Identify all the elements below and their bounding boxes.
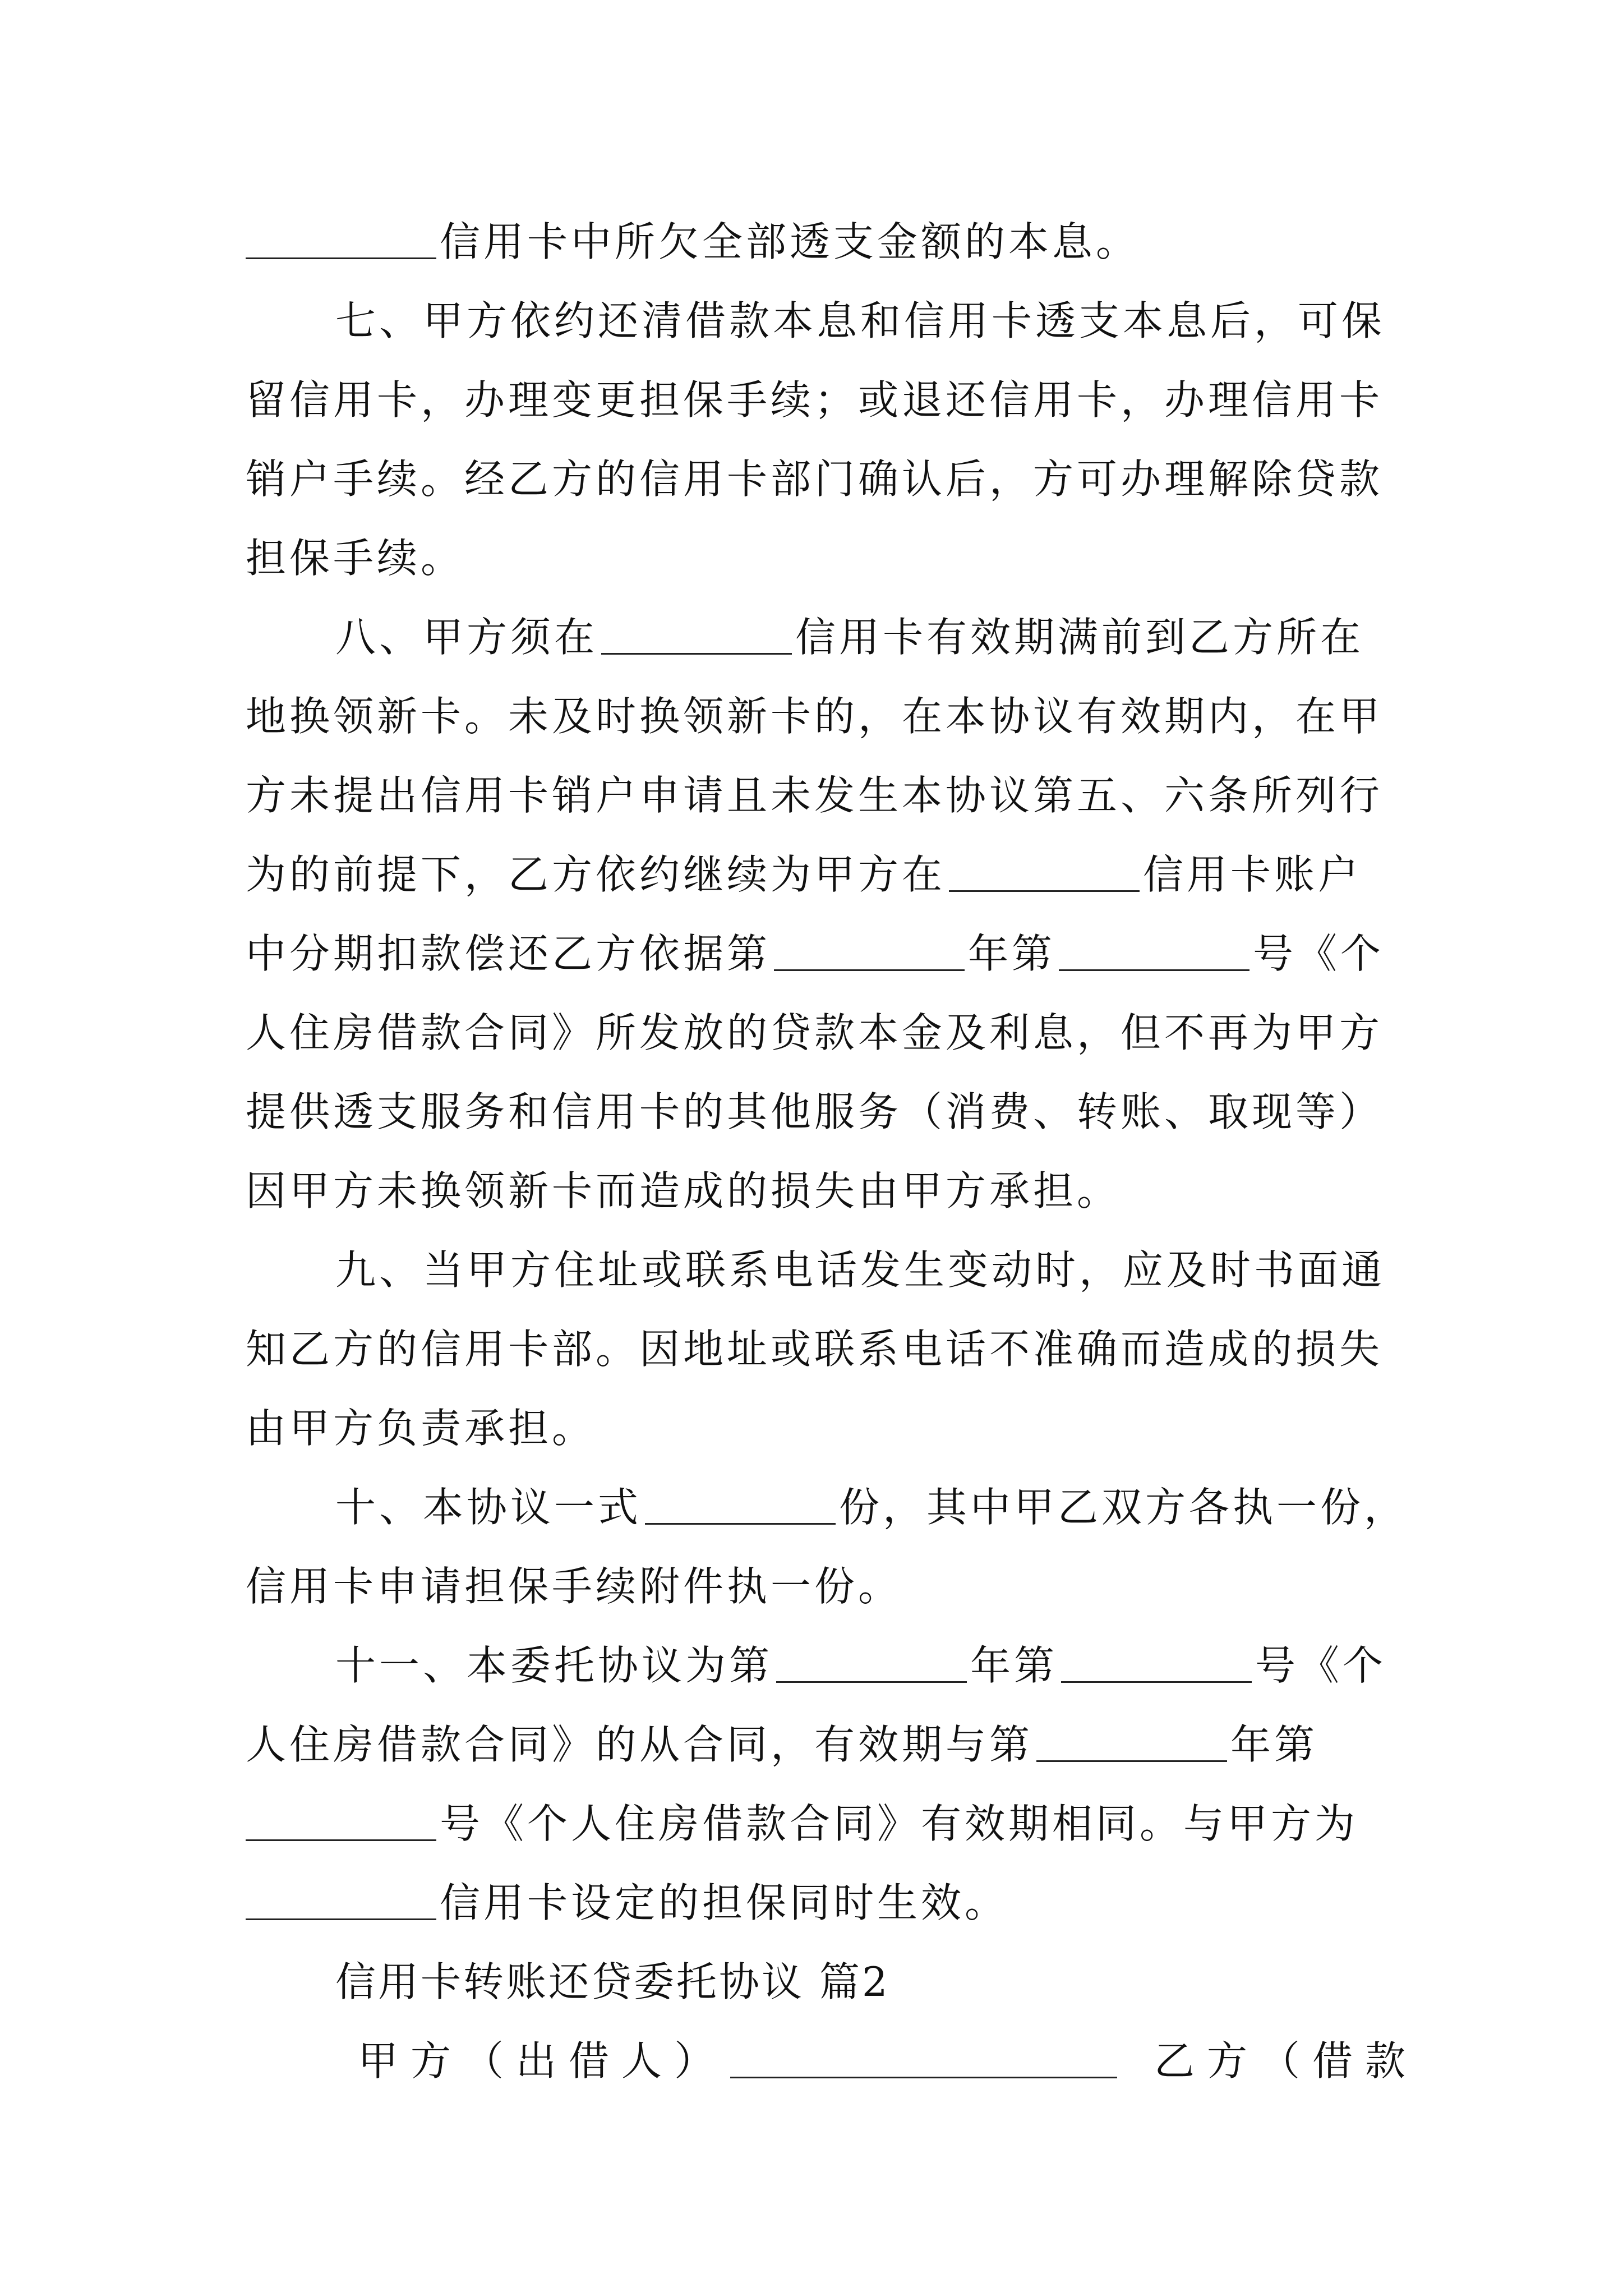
fill-in-blank bbox=[1061, 1681, 1252, 1683]
paragraph-line: 信用卡设定的担保同时生效。 bbox=[246, 1861, 1390, 1945]
paragraph-line: 人住房借款合同》的从合同，有效期与第 年第 bbox=[246, 1721, 1318, 1768]
party-line: 甲方（出借人） 乙方（借款 bbox=[358, 2037, 1418, 2085]
fill-in-blank bbox=[246, 1918, 436, 1920]
section-heading: 信用卡转账还贷委托协议 篇2 bbox=[335, 1958, 890, 2005]
paragraph-line: 信用卡申请担保手续附件执一份。 bbox=[246, 1563, 902, 1610]
paragraph-line: 七、甲方依约还清借款本息和信用卡透支本息后，可保 bbox=[335, 297, 1386, 344]
paragraph-line: 担保手续。 bbox=[246, 535, 465, 582]
fill-in-blank bbox=[1036, 1760, 1227, 1762]
fill-in-blank bbox=[730, 2077, 1117, 2078]
paragraph-line: 八、甲方须在 信用卡有效期满前到乙方所在 bbox=[335, 614, 1364, 661]
paragraph-line: 号《个人住房借款合同》有效期相同。与甲方为 bbox=[246, 1782, 1390, 1866]
paragraph-line: 留信用卡，办理变更担保手续；或退还信用卡，办理信用卡 bbox=[246, 376, 1384, 424]
paragraph-line: 十一、本委托协议为第 年第 号《个 bbox=[335, 1642, 1387, 1689]
fill-in-blank bbox=[1059, 969, 1249, 971]
fill-in-blank bbox=[246, 1839, 436, 1841]
paragraph-line: 由甲方负责承担。 bbox=[246, 1405, 596, 1452]
fill-in-blank bbox=[776, 1681, 967, 1683]
fill-in-blank bbox=[601, 653, 792, 655]
paragraph-line: 销户手续。经乙方的信用卡部门确认后，方可办理解除贷款 bbox=[246, 455, 1384, 503]
fill-in-blank bbox=[949, 890, 1140, 892]
paragraph-line: 中分期扣款偿还乙方依据第 年第 号《个 bbox=[246, 930, 1385, 977]
fill-in-blank bbox=[774, 969, 965, 971]
paragraph-line: 知乙方的信用卡部。因地址或联系电话不准确而造成的损失 bbox=[246, 1326, 1384, 1373]
paragraph-line: 因甲方未换领新卡而造成的损失由甲方承担。 bbox=[246, 1167, 1121, 1214]
paragraph-line: 九、当甲方住址或联系电话发生变动时，应及时书面通 bbox=[335, 1246, 1386, 1294]
paragraph-line: 地换领新卡。未及时换领新卡的，在本协议有效期内，在甲 bbox=[246, 693, 1384, 740]
paragraph-line: 方未提出信用卡销户申请且未发生本协议第五、六条所列行 bbox=[246, 772, 1384, 819]
paragraph-line: 信用卡中所欠全部透支金额的本息。 bbox=[246, 200, 1390, 284]
paragraph-line: 人住房借款合同》所发放的贷款本金及利息，但不再为甲方 bbox=[246, 1009, 1384, 1056]
paragraph-line: 提供透支服务和信用卡的其他服务（消费、转账、取现等） bbox=[246, 1088, 1384, 1135]
fill-in-blank bbox=[645, 1523, 836, 1525]
paragraph-line: 为的前提下，乙方依约继续为甲方在 信用卡账户 bbox=[246, 851, 1362, 898]
fill-in-blank bbox=[246, 257, 436, 259]
paragraph-line: 十、本协议一式 份，其中甲乙双方各执一份， bbox=[335, 1484, 1408, 1531]
